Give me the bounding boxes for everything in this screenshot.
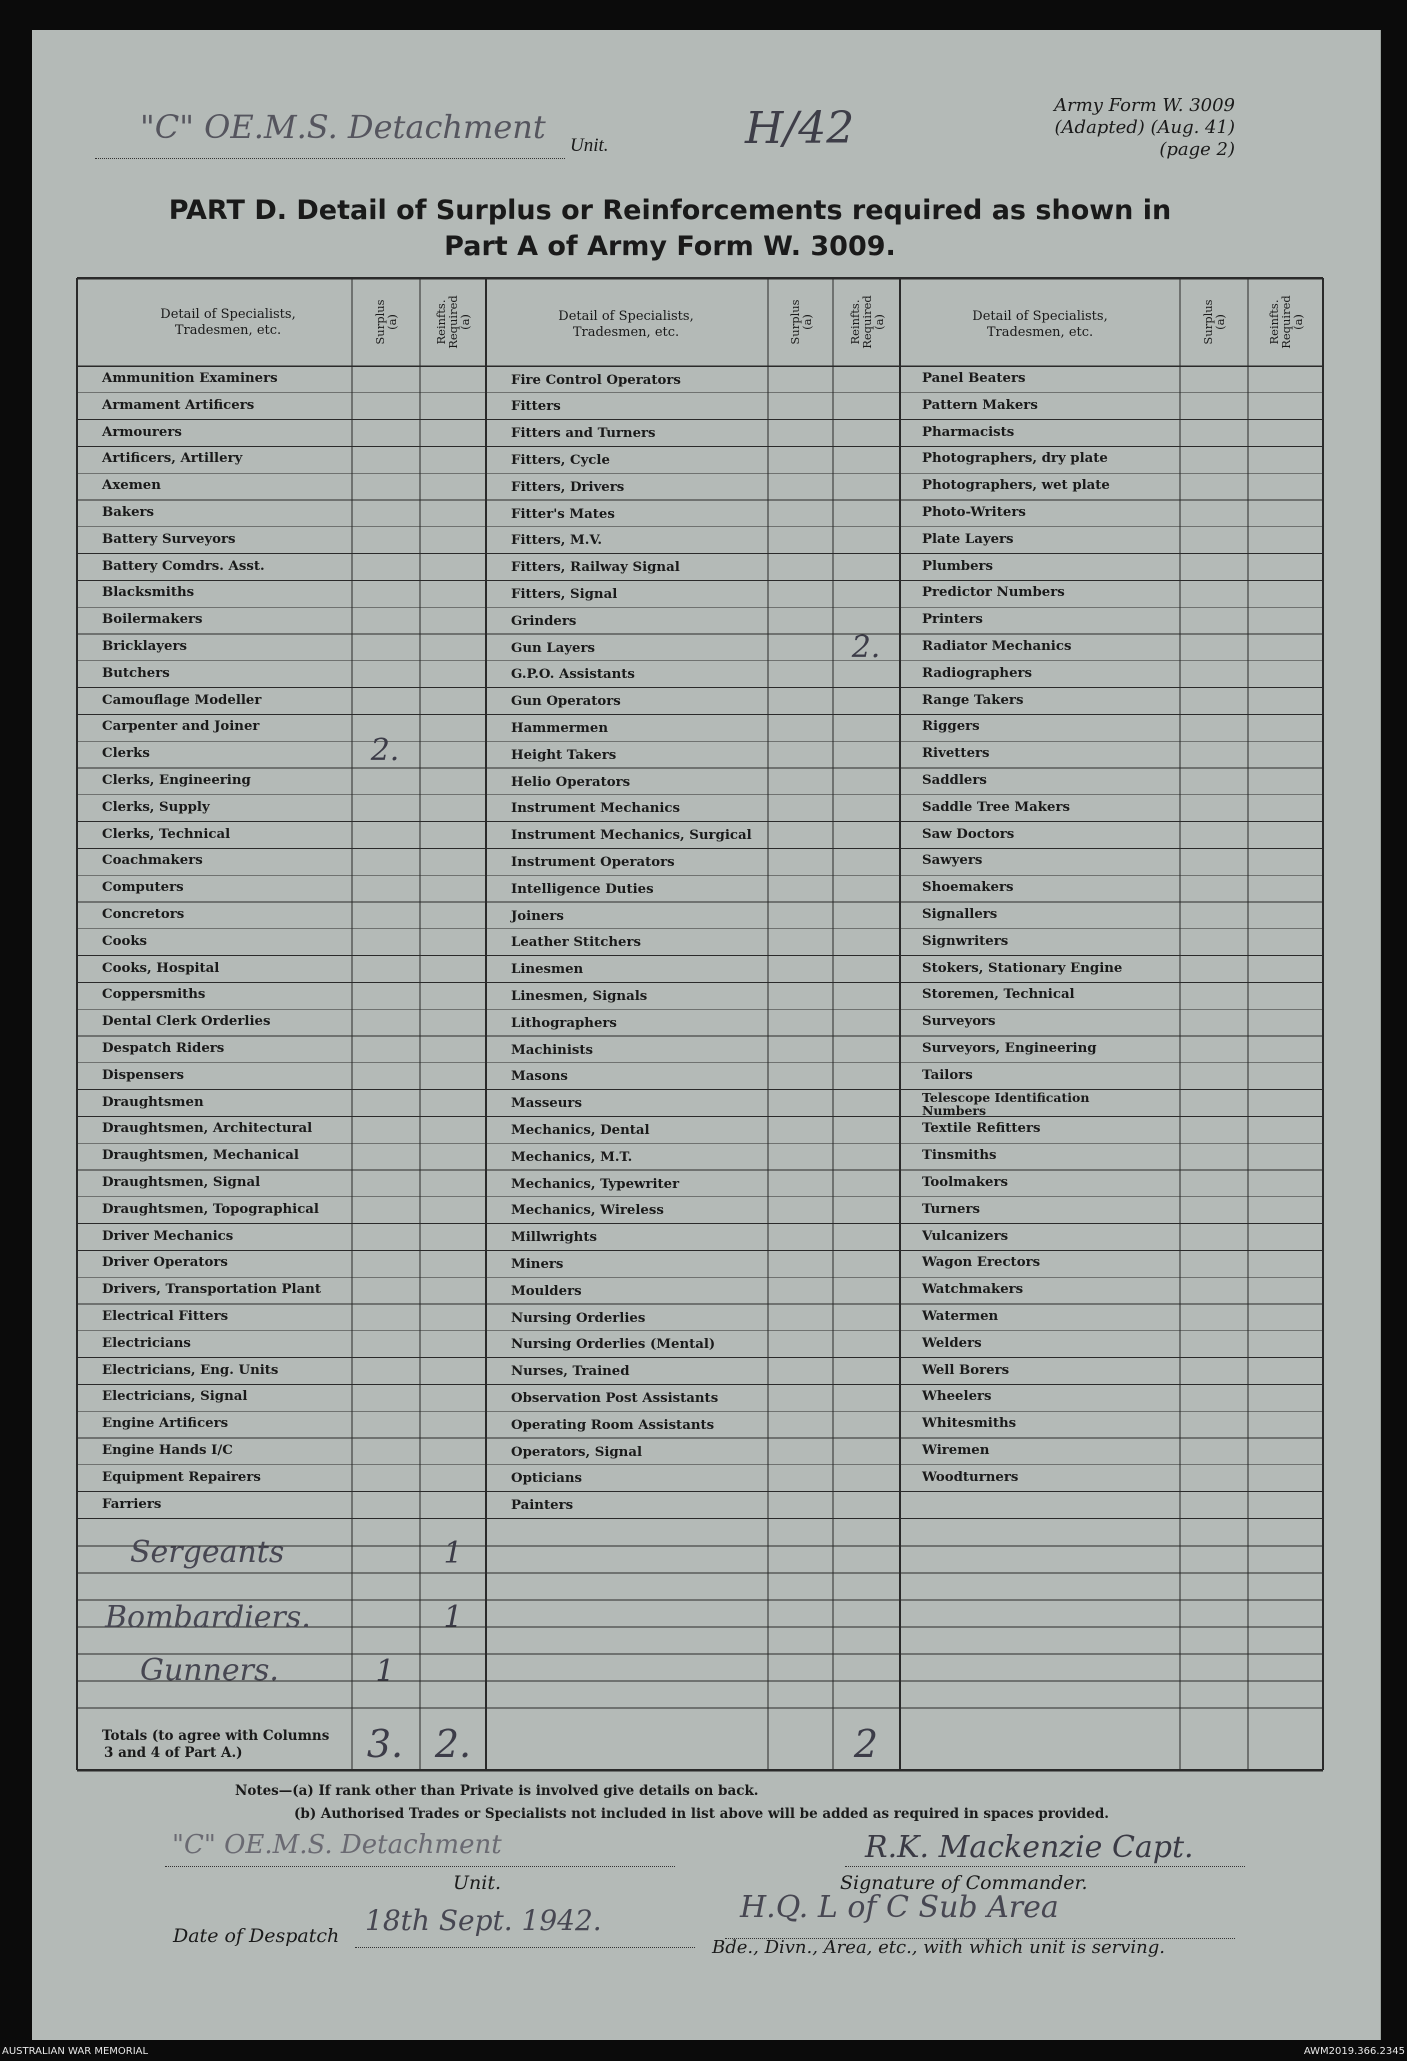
reinf-header-text: (a) (1290, 314, 1305, 330)
trade-col3-item: Predictor Numbers (922, 585, 1065, 601)
trade-col3-item: Wheelers (922, 1389, 992, 1405)
trade-col3-item: Wagon Erectors (922, 1255, 1041, 1271)
reinf-header-text: Reinfts. (1266, 299, 1281, 345)
footer-accession: AWM2019.366.2345 (1303, 2046, 1405, 2057)
trade-col2-item: Fitters, M.V. (511, 533, 602, 549)
surplus-header-text: Surplus (373, 299, 387, 345)
trade-col3-item: Saddle Tree Makers (922, 799, 1070, 815)
trade-col1-item: Clerks, Technical (102, 826, 231, 842)
trade-col3-item: Well Borers (922, 1362, 1010, 1378)
trade-col2-item: Leather Stitchers (511, 935, 641, 951)
trade-col1-item: Concretors (102, 907, 185, 922)
reference-handwritten: H/42 (745, 103, 855, 154)
trade-col2-item: Hammermen (511, 720, 608, 736)
trade-col2-item: Instrument Mechanics (511, 801, 681, 817)
trade-col2-item: Helio Operators (511, 774, 631, 790)
trade-col3-item: Tinsmiths (922, 1148, 997, 1164)
trade-col3-item: Signwriters (922, 933, 1009, 949)
trade-col3-item: Textile Refitters (922, 1121, 1041, 1137)
trade-col2-item: Operating Room Assistants (511, 1417, 715, 1433)
trade-col3-item: Whitesmiths (922, 1416, 1017, 1432)
trade-col1-item: Despatch Riders (102, 1041, 225, 1056)
trade-col2-item: Lithographers (511, 1015, 617, 1031)
trade-col2-item: Millwrights (511, 1230, 597, 1246)
trade-col3-item: Saw Doctors (922, 826, 1015, 842)
surplus-header (789, 282, 813, 362)
totals-label-line: 3 and 4 of Part A.) (104, 1745, 243, 1761)
detail-header-text: Tradesmen, etc. (174, 323, 282, 338)
trade-col3-item: Wiremen (922, 1443, 990, 1458)
trade-col1-item: Camouflage Modeller (102, 692, 262, 708)
trade-col1-item: Drivers, Transportation Plant (102, 1282, 321, 1298)
handwritten-row-name: Gunners. (140, 1653, 279, 1688)
trade-col2-item: Masseurs (511, 1096, 582, 1112)
trade-col1-item: Armourers (102, 424, 182, 440)
trade-col1-item: Bricklayers (102, 639, 187, 654)
detail-header-3 (900, 309, 1180, 341)
reinf-header-text: Reinfts. (847, 299, 862, 345)
trade-col3-item: Plumbers (922, 558, 994, 574)
note-b: (b) Authorised Trades or Specialists not included in list above will be added as required in spaces provided. (294, 1806, 1109, 1822)
commander-signature: R.K. Mackenzie Capt. (865, 1830, 1194, 1865)
trade-col3-item: Plate Layers (922, 531, 1014, 547)
footer-institution: AUSTRALIAN WAR MEMORIAL (2, 2046, 149, 2057)
form-title-line2: Part A of Army Form W. 3009. (444, 231, 896, 262)
area-handwritten: H.Q. L of C Sub Area (740, 1890, 1059, 1925)
trade-col2-item: Height Takers (511, 747, 617, 763)
trade-col1-item: Carpenter and Joiner (102, 719, 260, 735)
trade-col3-item: Stokers, Stationary Engine (922, 960, 1123, 976)
unit-signature-line (165, 1866, 675, 1867)
trade-col2-item: Fitters, Signal (511, 586, 618, 602)
reinf-header-text: (a) (458, 314, 472, 330)
surplus-header (1202, 282, 1226, 362)
form-ref-line: (page 2) (1159, 139, 1235, 160)
trade-col2-item: Intelligence Duties (511, 881, 654, 897)
detail-header-1 (78, 307, 378, 339)
detail-header-text: Detail of Specialists, (972, 309, 1108, 324)
trade-col2-item: Fitters, Cycle (511, 452, 610, 468)
trade-col1-item: Cooks, Hospital (102, 960, 220, 976)
trade-col3-item: Sawyers (922, 853, 983, 869)
detail-header-2 (487, 309, 765, 341)
gun-layers-reinf-value: 2. (851, 630, 881, 665)
trade-col1-item: Computers (102, 880, 184, 896)
trade-col1-item: Clerks (102, 746, 150, 762)
trade-col1-item: Draughtsmen, Architectural (102, 1121, 313, 1137)
trade-col1-item: Dispensers (102, 1067, 184, 1083)
trade-col3-item: Telescope Identification Numbers (922, 1089, 1090, 1118)
reinf-header-text: (a) (871, 314, 886, 330)
handwritten-row-name: Bombardiers. (105, 1600, 311, 1635)
reinf-header (435, 282, 471, 362)
handwritten-row-surplus: 1 (375, 1654, 395, 1689)
trade-col2-item: Fire Control Operators (511, 372, 681, 388)
surplus-header (374, 282, 398, 362)
form-ref-line: (Adapted) (Aug. 41) (1054, 117, 1235, 138)
trade-col2-item: Painters (511, 1498, 574, 1514)
trade-col3-item: Welders (922, 1335, 982, 1351)
trade-col2-item: Instrument Mechanics, Surgical (511, 828, 752, 844)
trade-col3-item: Shoemakers (922, 880, 1014, 896)
trade-col2-item: Nursing Orderlies (Mental) (511, 1337, 716, 1353)
trade-col2-item: Operators, Signal (511, 1444, 643, 1460)
reinf-header-text: Required (859, 295, 874, 349)
trade-col3-item: Photographers, wet plate (922, 478, 1110, 494)
trade-col1-item: Engine Artificers (102, 1416, 229, 1432)
trade-col2-item: Grinders (511, 613, 577, 629)
trade-col3-item: Vulcanizers (922, 1228, 1009, 1244)
note-a: Notes—(a) If rank other than Private is involved give details on back. (235, 1783, 759, 1799)
trade-col3-item: Surveyors, Engineering (922, 1041, 1097, 1056)
trade-col1-item: Engine Hands I/C (102, 1443, 233, 1458)
trade-col2-item: Mechanics, Dental (511, 1122, 650, 1138)
trade-col2-item: Machinists (511, 1042, 593, 1058)
trade-col2-item: Fitter's Mates (511, 506, 615, 522)
trade-col1-item: Battery Surveyors (102, 531, 236, 547)
surplus-header-text: (a) (1213, 314, 1227, 330)
surplus-header-text: Surplus (1201, 299, 1215, 345)
trade-col2-item: Joiners (511, 908, 564, 924)
trade-col2-item: Gun Operators (511, 694, 621, 710)
trade-col1-item: Axemen (102, 478, 161, 494)
trade-col3-item: Tailors (922, 1067, 973, 1083)
trade-col3-item: Signallers (922, 907, 998, 922)
surplus-header-text: (a) (385, 314, 399, 330)
detail-header-text: Tradesmen, etc. (986, 325, 1094, 340)
trade-col3-item: Watchmakers (922, 1282, 1024, 1298)
date-handwritten: 18th Sept. 1942. (365, 1904, 602, 1937)
trade-col1-item: Draughtsmen, Mechanical (102, 1148, 299, 1164)
trade-col1-item: Cooks (102, 933, 148, 949)
trade-col3-item: Watermen (922, 1309, 999, 1324)
trade-col2-item: Fitters, Drivers (511, 479, 625, 495)
trade-col1-item: Electrical Fitters (102, 1309, 229, 1324)
trade-col3-item: Range Takers (922, 692, 1024, 708)
trade-col2-item: G.P.O. Assistants (511, 667, 635, 683)
area-label: Bde., Divn., Area, etc., with which unit is serving. (712, 1937, 1165, 1958)
trade-col3-item: Surveyors (922, 1014, 996, 1030)
trade-col2-item: Linesmen, Signals (511, 988, 648, 1004)
trade-col3-item: Saddlers (922, 773, 987, 788)
reinf-header-text: Required (1278, 295, 1293, 349)
totals-reinf-value: 2. (434, 1722, 472, 1766)
trade-col1-item: Boilermakers (102, 612, 203, 628)
trade-col3-item: Panel Beaters (922, 371, 1026, 386)
totals-col2-reinf-value: 2 (853, 1722, 879, 1766)
trade-col3-item: Rivetters (922, 746, 990, 762)
reinf-header-text: Required (446, 295, 460, 349)
trade-col1-item: Farriers (102, 1496, 162, 1512)
date-line (355, 1947, 695, 1948)
trade-col3-item: Radiator Mechanics (922, 639, 1072, 654)
handwritten-row-reinf: 1 (443, 1536, 463, 1571)
trade-col2-item: Moulders (511, 1283, 582, 1299)
reinf-header-text: Reinfts. (434, 299, 448, 345)
trade-col2-item: Fitters (511, 399, 561, 415)
trade-col1-item: Driver Mechanics (102, 1228, 234, 1244)
trade-col1-item: Dental Clerk Orderlies (102, 1014, 271, 1030)
reinf-header (849, 282, 885, 362)
trade-col1-item: Equipment Repairers (102, 1469, 261, 1485)
trade-col2-item: Opticians (511, 1471, 582, 1487)
trade-col1-item: Battery Comdrs. Asst. (102, 558, 265, 574)
trade-col2-item: Nursing Orderlies (511, 1310, 646, 1326)
trade-col1-item: Electricians, Eng. Units (102, 1362, 279, 1378)
trade-col1-item: Artificers, Artillery (102, 451, 243, 467)
trade-col2-item: Gun Layers (511, 640, 595, 656)
trade-col1-item: Armament Artificers (102, 397, 255, 413)
trade-col2-item: Mechanics, Wireless (511, 1203, 664, 1219)
unit-handwritten-bottom: "C" OE.M.S. Detachment (172, 1830, 502, 1860)
trade-col1-item: Ammunition Examiners (102, 371, 278, 386)
reinf-header (1268, 282, 1304, 362)
trade-col3-item: Photo-Writers (922, 505, 1026, 520)
trade-col1-item: Draughtsmen, Topographical (102, 1201, 319, 1217)
trade-col2-item: Instrument Operators (511, 854, 675, 870)
trade-col1-item: Draughtsmen, Signal (102, 1175, 261, 1190)
trade-col1-item: Clerks, Supply (102, 799, 210, 815)
trade-col2-item: Mechanics, Typewriter (511, 1176, 680, 1192)
trade-col1-item: Coppersmiths (102, 987, 206, 1003)
trade-col3-item: Riggers (922, 719, 980, 735)
signature-line (845, 1866, 1245, 1867)
totals-label-line: Totals (to agree with Columns (102, 1728, 330, 1744)
trade-col1-item: Bakers (102, 505, 155, 520)
trade-col1-item: Blacksmiths (102, 585, 195, 601)
handwritten-row-name: Sergeants (130, 1535, 285, 1570)
totals-surplus-value: 3. (366, 1722, 404, 1766)
clerks-surplus-value: 2. (370, 733, 400, 768)
unit-label: Unit. (570, 135, 609, 156)
detail-header-text: Detail of Specialists, (558, 309, 694, 324)
totals-label (102, 1728, 329, 1762)
trade-col3-item: Storemen, Technical (922, 987, 1075, 1003)
trade-col2-item: Observation Post Assistants (511, 1390, 719, 1406)
trade-col3-item: Toolmakers (922, 1175, 1009, 1190)
unit-label-bottom: Unit. (453, 1872, 502, 1894)
trade-col3-item: Radiographers (922, 665, 1033, 681)
trade-col1-item: Draughtsmen (102, 1094, 204, 1110)
surplus-header-text: Surplus (787, 299, 802, 345)
trade-col1-item: Electricians (102, 1335, 191, 1351)
trade-col2-item: Miners (511, 1256, 564, 1272)
surplus-header-text: (a) (799, 314, 814, 330)
trade-col3-item: Turners (922, 1201, 980, 1217)
unit-handwritten: "C" OE.M.S. Detachment (140, 108, 546, 146)
handwritten-row-reinf: 1 (443, 1600, 463, 1635)
form-title-line1: PART D. Detail of Surplus or Reinforcements required as shown in (168, 195, 1172, 226)
signature-label: Signature of Commander. (840, 1872, 1088, 1894)
trade-col2-item: Mechanics, M.T. (511, 1149, 633, 1165)
trade-col3-item: Printers (922, 612, 983, 628)
trade-col3-item: Woodturners (922, 1469, 1019, 1485)
trade-col2-item: Fitters and Turners (511, 426, 656, 442)
trade-col1-item: Driver Operators (102, 1255, 228, 1271)
trade-col1-item: Butchers (102, 665, 170, 681)
form-ref-line: Army Form W. 3009 (1054, 95, 1235, 116)
trade-col2-item: Linesmen (511, 962, 584, 978)
trade-col1-item: Electricians, Signal (102, 1389, 248, 1405)
trade-col2-item: Fitters, Railway Signal (511, 560, 680, 576)
trade-col3-item: Pattern Makers (922, 397, 1038, 413)
trade-col1-item: Coachmakers (102, 853, 203, 869)
detail-header-text: Detail of Specialists, (160, 307, 296, 322)
trade-col2-item: Nurses, Trained (511, 1364, 630, 1380)
detail-header-text: Tradesmen, etc. (572, 325, 680, 340)
trade-col3-item: Pharmacists (922, 424, 1015, 440)
date-label: Date of Despatch (173, 1925, 340, 1947)
trade-col3-item: Photographers, dry plate (922, 451, 1108, 467)
trade-col2-item: Masons (511, 1069, 568, 1085)
trade-col1-item: Clerks, Engineering (102, 773, 251, 788)
